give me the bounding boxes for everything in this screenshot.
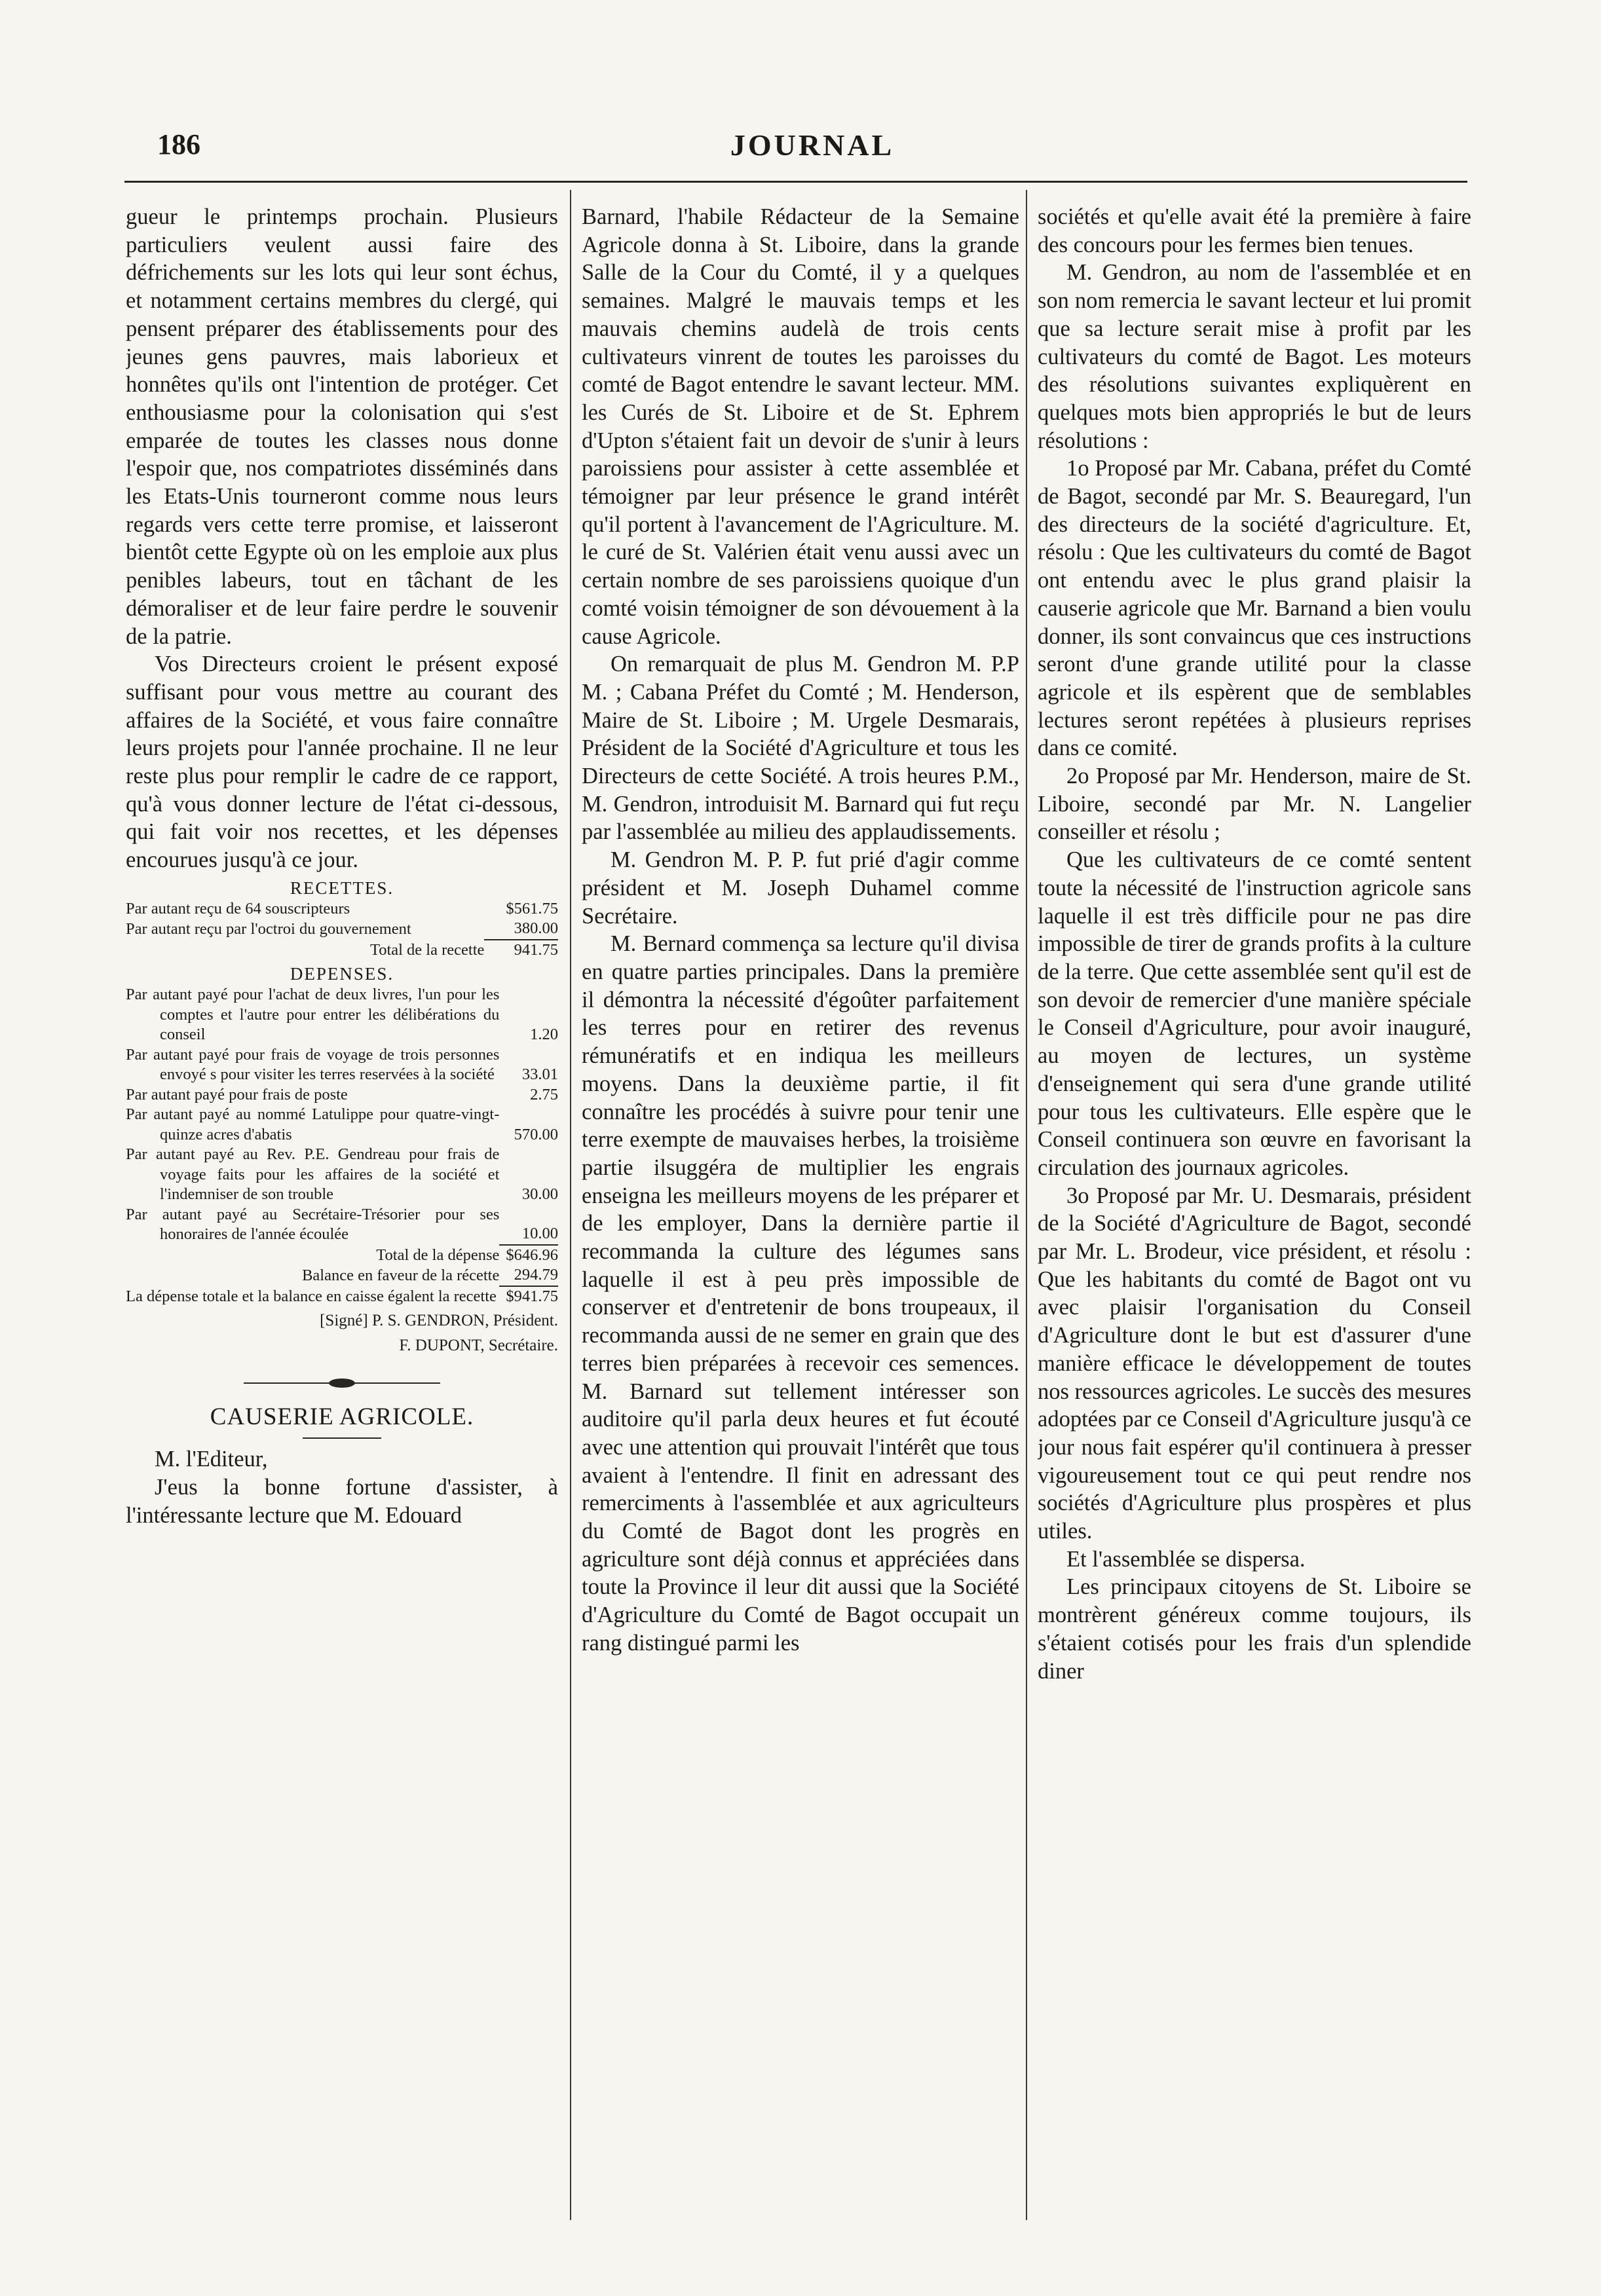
total-label: Total de la dépense (376, 1246, 500, 1264)
resolution-paragraph: 2o Proposé par Mr. Henderson, maire de St. Liboire, secondé par Mr. N. Langelier conseiller et résolu ; (1038, 764, 1471, 845)
entry-desc: Par autant reçu par l'octroi du gouvernement (126, 920, 411, 938)
table-row (126, 899, 558, 919)
signature-line: F. DUPONT, Secrétaire. (399, 1337, 558, 1355)
accounts-statement (126, 877, 558, 1357)
table-row (126, 919, 558, 940)
entry-desc: Par autant payé pour frais de poste (126, 1085, 348, 1103)
entry-desc: Par autant payé pour frais de voyage de trois personnes envoyé s pour visiter les terres reservées à la société (126, 1045, 500, 1084)
causerie-paragraph: M. Gendron, au nom de l'assemblée et en son nom remercia le savant lecteur et lui promit que sa lecture serait mise à profit par les cultivateurs du comté de Bagot. Les moteurs des résolutions suivantes expliquèrent en quelques mots bien appropriés le but de leurs résolutions : (1038, 260, 1471, 453)
report-paragraph: gueur le printemps prochain. Plusieurs particuliers veulent aussi faire des défrichements sur les lots qui leur sont échus, et notamment certains membres du clergé, qui pensent préparer des établissements pour des jeunes gens pauvres, mais laborieux et honnêtes qu'ils ont l'intention de protéger. Cet enthousiasme pour la colonisation qui s'est emparée de toutes les classes nous donne l'espoir que, nos compatriotes disséminés dans les Etats-Unis tourneront comme nous leurs regards vers cette terre promise, et laisseront bientôt cette Egypte où on les emploie aux plus penibles labeurs, tout en tâchant de les démoraliser et de leur faire perdre le souvenir de la patrie. (126, 204, 558, 649)
table-row (126, 1286, 558, 1307)
journal-title: JOURNAL (730, 128, 895, 162)
balance-amount: 294.79 (514, 1266, 558, 1284)
entry-amount: 33.01 (521, 1065, 558, 1084)
salutation: M. l'Editeur, (155, 1447, 268, 1472)
total-amount: $646.96 (499, 1245, 558, 1266)
entry-amount: $561.75 (506, 899, 558, 917)
entry-amount: 1.20 (530, 1026, 558, 1044)
column-2 (582, 203, 1019, 2266)
entry-desc: Par autant payé au Secrétaire-Trésorier pour ses honoraires de l'année écoulée (126, 1205, 500, 1244)
causerie-paragraph: M. Gendron M. P. P. fut prié d'agir comme président et M. Joseph Duhamel comme Secrétaire. (582, 847, 1019, 929)
entry-amount: 380.00 (514, 919, 558, 938)
header-rule (124, 181, 1467, 183)
resolution-paragraph: 1o Proposé par Mr. Cabana, préfet du Comté de Bagot, secondé par Mr. S. Beauregard, l'un des directeurs de la société d'agriculture. Et, résolu : Que les cultivateurs du comté de Bagot ont entendu avec le plus grand plaisir la causerie agricole que Mr. Barnand a bien voulu donner, ils sont convaincus que ces instructions seront d'une grande utilité pour la classe agricole et ils espèrent que de semblables lectures seront repétées à plusieurs reprises dans ce comité. (1038, 456, 1471, 761)
total-amount: 941.75 (484, 940, 558, 961)
grand-total-amount: $941.75 (499, 1286, 558, 1307)
recettes-heading: RECETTES. (290, 878, 394, 898)
column-3 (1038, 203, 1471, 2266)
section-ornament (244, 1379, 440, 1388)
report-paragraph: Vos Directeurs croient le présent exposé suffisant pour vous mettre au courant des affaires de la Société, et vous faire connaître leurs projets pour l'année prochaine. Il ne leur reste plus pour remplir le cadre de ce rapport, qu'à vous donner lecture de l'état ci-dessous, qui fait voir nos recettes, et les dépenses encourues jusqu'à ce jour. (126, 652, 558, 873)
title-rule (303, 1437, 381, 1439)
table-row (126, 1205, 558, 1245)
column-1 (126, 203, 558, 2266)
causerie-paragraph: sociétés et qu'elle avait été la première à faire des concours pour les fermes bien tenues. (1038, 204, 1471, 257)
causerie-paragraph: J'eus la bonne fortune d'assister, à l'intéressante lecture que M. Edouard (126, 1475, 558, 1528)
entry-amount: 2.75 (530, 1085, 558, 1103)
balance-label: Balance en faveur de la récette (302, 1267, 500, 1285)
grand-total-label: La dépense totale et la balance en caisse égalent la recette (126, 1287, 497, 1305)
table-row (126, 1265, 558, 1286)
entry-desc: Par autant payé pour l'achat de deux livres, l'un pour les comptes et l'autre pour entrer les délibérations du conseil (126, 986, 500, 1044)
entry-desc: Par autant payé au nommé Latulippe pour quatre-vingt-quinze acres d'abatis (126, 1105, 500, 1143)
table-row (126, 1145, 558, 1205)
table-row (126, 1085, 558, 1105)
causerie-paragraph: Barnard, l'habile Rédacteur de la Semaine Agricole donna à St. Liboire, dans la grande Salle de la Cour du Comté, il y a quelques semaines. Malgré le mauvais temps et les mauvais chemins audelà de trois cents cultivateurs vinrent de toutes les paroisses du comté de Bagot entendre le savant lecteur. MM. les Curés de St. Liboire et de St. Ephrem d'Upton s'étaient fait un devoir de s'unir à leurs paroissiens pour assister à cette assemblée et témoigner par leur présence le grand intérêt qu'il portent à l'avancement de l'Agriculture. M. le curé de St. Valérien était venu aussi avec un certain nombre de ses paroissiens quoique d'un comté voisin témoigner de son dévouement à la cause Agricole. (582, 204, 1019, 649)
table-row (126, 1105, 558, 1145)
causerie-paragraph: M. Bernard commença sa lecture qu'il divisa en quatre parties principales. Dans la première il démontra la nécessité d'égoûter parfaitement les terres pour en retirer des revenus rémunératifs et en indiqua les meilleurs moyens. Dans la deuxième partie, il fit connaître les procédés à suivre pour tenir une terre exempte de mauvaises herbes, la troisième partie ilsuggéra de multiplier les engrais enseigna les meilleurs moyens de les préparer et de les employer, Dans la dernière partie il recommanda la culture des légumes sans laquelle il est à peu près impossible de conserver et d'entretenir de bons troupeaux, il recommanda aussi de ne semer en grain que des terres bien préparées à recevoir ces semences. M. Barnard sut tellement intéresser son auditoire qu'il parla deux heures et fut écouté avec une attention qui prouvait l'intérêt que tous avaient à l'entendre. Il finit en adressant des remerciments à l'assemblée et aux agriculteurs du Comté de Bagot dont les progrès en agriculture sont déjà connus et appréciées dans toute la Province il leur dit aussi que la Société d'Agriculture du Comté de Bagot occupait un rang distingué parmi les (582, 931, 1019, 1656)
entry-desc: Par autant payé au Rev. P.E. Gendreau pour frais de voyage faits pour les affaires de la société et l'indemniser de son trouble (126, 1145, 500, 1204)
column-divider (1026, 190, 1027, 2220)
recettes-table (126, 899, 558, 961)
causerie-paragraph: On remarquait de plus M. Gendron M. P.P M. ; Cabana Préfet du Comté ; M. Henderson, Maire de St. Liboire ; M. Urgele Desmarais, Président de la Société d'Agriculture et tous les Directeurs de cette Société. A trois heures P.M., M. Gendron, introduisit M. Barnard qui fut reçu par l'assemblée au milieu des applaudissements. (582, 652, 1019, 845)
signature-line: [Signé] P. S. GENDRON, Président. (320, 1312, 558, 1330)
resolution-paragraph: Que les cultivateurs de ce comté sentent toute la nécessité de l'instruction agricole sans laquelle il est très difficile pour ne pas dire impossible de tirer de grands profits à la culture de la terre. Que cette assemblée sent qu'il est de son devoir de remercier d'une manière spéciale le Conseil d'Agriculture, pour avoir inauguré, au moyen de lectures, un système d'enseignement qui sera d'une grande utilité pour tous les cultivateurs. Elle espère que le Conseil continuera son œuvre en favorisant la circulation des journaux agricoles. (1038, 847, 1471, 1180)
depenses-heading: DEPENSES. (290, 964, 394, 984)
table-row (126, 1045, 558, 1085)
causerie-paragraph: Les principaux citoyens de St. Liboire se montrèrent généreux comme toujours, ils s'étaient cotisés pour les frais d'un splendide diner (1038, 1574, 1471, 1684)
depenses-table (126, 985, 558, 1306)
column-divider (570, 190, 571, 2220)
table-row (126, 985, 558, 1045)
causerie-paragraph: Et l'assemblée se dispersa. (1066, 1546, 1306, 1572)
page-header (157, 128, 1467, 180)
table-row (126, 940, 558, 961)
entry-amount: 570.00 (514, 1125, 558, 1143)
resolution-paragraph: 3o Proposé par Mr. U. Desmarais, président de la Société d'Agriculture de Bagot, secondé par Mr. L. Brodeur, vice président, et résolu : Que les habitants du comté de Bagot ont vu avec plaisir l'organisation du Conseil d'Agriculture dont le but est d'assurer d'une manière efficace le développement de toutes nos ressources agricoles. Le succès des mesures adoptées par ce Conseil d'Agriculture jusqu'à ce jour nous fait espérer qu'il continuera à presser vigoureusement tout ce qui peut rendre nos sociétés d'Agriculture plus prospères et plus utiles. (1038, 1183, 1471, 1544)
total-label: Total de la recette (369, 940, 485, 959)
page-number: 186 (157, 128, 200, 160)
entry-amount: 10.00 (521, 1225, 558, 1243)
entry-desc: Par autant reçu de 64 souscripteurs (126, 899, 350, 917)
table-row (126, 1245, 558, 1266)
entry-amount: 30.00 (521, 1185, 558, 1204)
causerie-title: CAUSERIE AGRICOLE. (210, 1403, 474, 1431)
